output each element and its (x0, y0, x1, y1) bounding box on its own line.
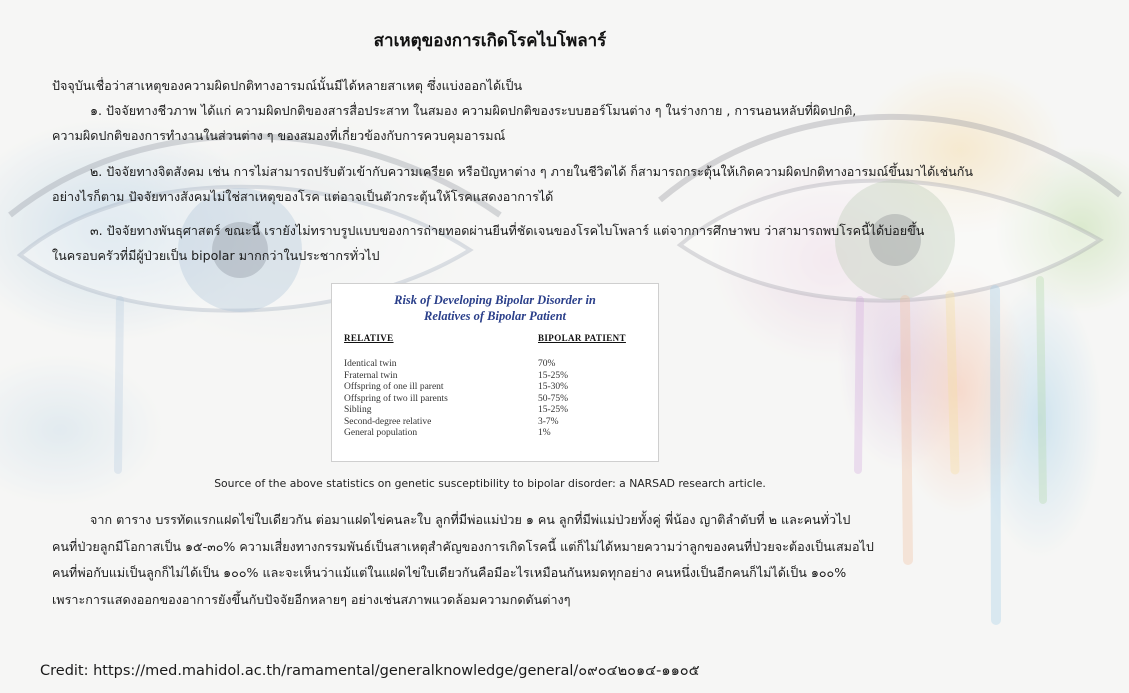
factor-line: ๓. ปัจจัยทางพันธุศาสตร์ ขณะนี้ เรายังไม่ทราบรูปแบบของการถ่ายทอดผ่านยีนที่ชัดเจนของโรคไบโพลาร์ แต่จากการศึกษาพบ ว่าสามารถพบโรคนี้ได้บ่อยขึ้น (90, 223, 925, 238)
table-row (344, 405, 644, 417)
table-row (344, 371, 644, 383)
relative-cell: Identical twin (344, 359, 397, 369)
relative-cell: Second-degree relative (344, 416, 432, 427)
factor-line: ๒. ปัจจัยทางจิตสังคม เช่น การไม่สามารถปรับตัวเข้ากับความเครียด หรือปัญหาต่าง ๆ ภายในชีวิตได้ ก็สามารถกระตุ้นให้เกิดความผิดปกติทางอารมณ์ขึ้นมาได้เช่นกัน (90, 164, 973, 179)
table-row (344, 394, 644, 406)
column-header-bipolar-patient: BIPOLAR PATIENT (538, 333, 626, 343)
relative-cell: Sibling (344, 405, 372, 415)
table-row (344, 359, 644, 371)
intro-paragraph: ปัจจุบันเชื่อว่าสาเหตุของความผิดปกติทางอารมณ์นั้นมีได้หลายสาเหตุ ซึ่งแบ่งออกได้เป็น (52, 78, 523, 93)
table-source-caption: Source of the above statistics on genetic susceptibility to bipolar disorder: a NARSAD research article. (214, 477, 766, 490)
risk-cell: 3-7% (538, 416, 559, 427)
risk-table-rows (344, 359, 644, 440)
conclusion-line: คนที่ป่วยลูกมีโอกาสเป็น ๑๕-๓๐% ความเสี่ยงทางกรรมพันธ์เป็นสาเหตุสำคัญของการเกิดโรคนี้ แต่ก็ไม่ได้หมายความว่าลูกของคนที่ป่วยจะต้องเป็นเสมอไป (52, 538, 874, 554)
conclusion-line: เพราะการแสดงออกของอาการยังขึ้นกับปัจจัยอีกหลายๆ อย่างเช่นสภาพแวดล้อมความกดดันต่างๆ (52, 591, 571, 607)
conclusion-line: คนที่พ่อกับแม่เป็นลูกก็ไม่ได้เป็น ๑๐๐% และจะเห็นว่าแม้แต่ในแฝดไข่ใบเดียวกันคือมีอะไรเหมือนกันหมดทุกอย่าง คนหนึ่งเป็นอีกคนก็ไม่ได้เป็น ๑๐๐% (52, 565, 847, 580)
factor-line: ๑. ปัจจัยทางชีวภาพ ได้แก่ ความผิดปกติของสารสื่อประสาท ในสมอง ความผิดปกติของระบบฮอร์โมนต่าง ๆ ในร่างกาย , การนอนหลับที่ผิดปกติ, (90, 103, 857, 118)
risk-cell: 15-25% (538, 370, 569, 381)
risk-table-title-line: Risk of Developing Bipolar Disorder in (394, 293, 596, 307)
relative-cell: Fraternal twin (344, 370, 398, 381)
factor-line: ในครอบครัวที่มีผู้ป่วยเป็น bipolar มากกว่าในประชากรทั่วไป (52, 248, 380, 263)
conclusion-paragraph (52, 507, 874, 613)
conclusion-line: จาก ตาราง บรรทัดแรกแฝดไข่ใบเดียวกัน ต่อมาแฝดไข่คนละใบ ลูกที่มีพ่อแม่ป่วย ๑ คน ลูกที่มีพ่แม่ป่วยทั้งคู่ พี่น้อง ญาติลำดับที่ ๒ และคนทั่วไป (90, 512, 851, 527)
factor-genetic (52, 218, 924, 268)
table-row (344, 417, 644, 429)
factor-psychosocial (52, 159, 973, 209)
risk-cell: 70% (538, 359, 556, 369)
risk-cell: 1% (538, 428, 551, 438)
table-row (344, 428, 644, 440)
relative-cell: Offspring of two ill parents (344, 393, 448, 404)
factor-biological (52, 98, 856, 148)
column-header-relative: RELATIVE (344, 333, 394, 343)
risk-table-title (332, 292, 658, 324)
factor-line: อย่างไรก็ตาม ปัจจัยทางสังคมไม่ใช่สาเหตุของโรค แต่อาจเป็นตัวกระตุ้นให้โรคแสดงอาการได้ (52, 189, 554, 204)
page-title: สาเหตุของการเกิดโรคไบโพลาร์ (373, 31, 607, 51)
risk-table-title-line: Relatives of Bipolar Patient (423, 309, 566, 323)
relative-cell: General population (344, 428, 418, 438)
table-row (344, 382, 644, 394)
factor-line: ความผิดปกติของการทำงานในส่วนต่าง ๆ ของสมองที่เกี่ยวข้องกับการควบคุมอารมณ์ (52, 128, 506, 143)
relative-cell: Offspring of one ill parent (344, 382, 444, 392)
risk-table-image (331, 283, 659, 462)
risk-cell: 15-30% (538, 382, 569, 392)
credit-line: Credit: https://med.mahidol.ac.th/ramamental/generalknowledge/general/๐๙๐๔๒๐๑๔-๑๑๐๕ (40, 663, 700, 679)
risk-cell: 50-75% (538, 393, 569, 404)
risk-cell: 15-25% (538, 405, 569, 415)
